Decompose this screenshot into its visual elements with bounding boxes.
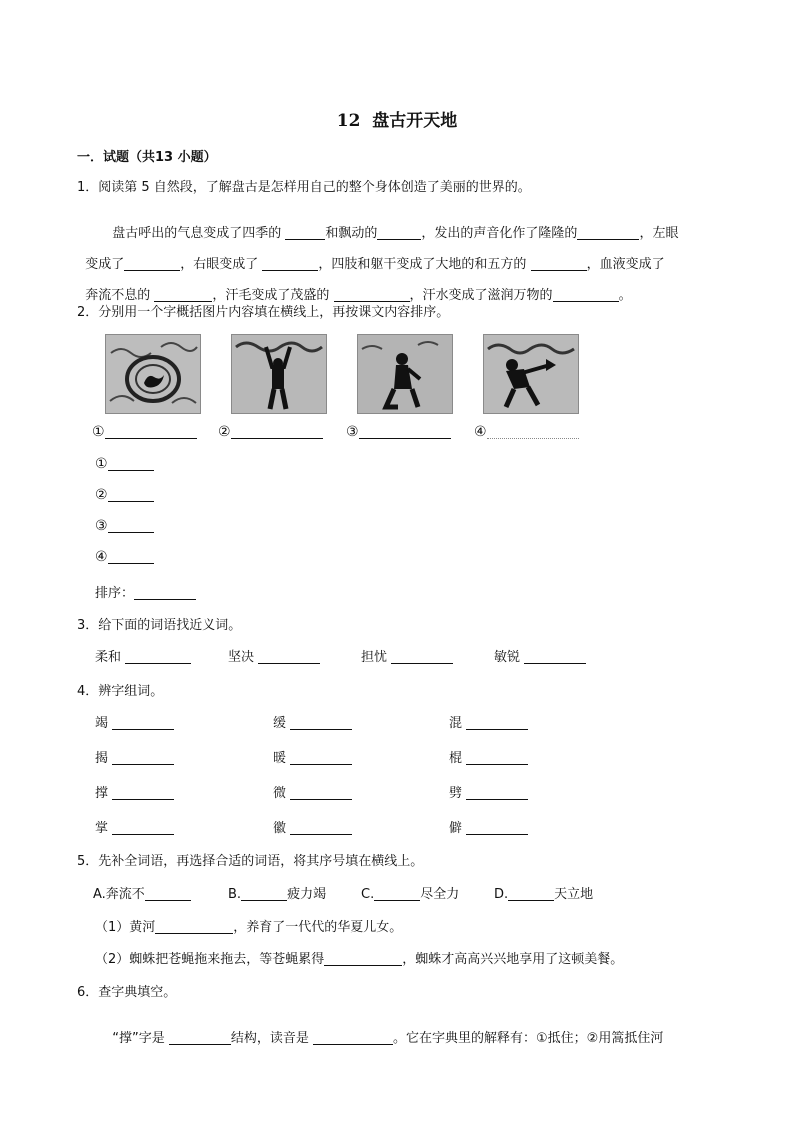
- q1-text: 盘古呼出的气息变成了四季的: [112, 226, 286, 241]
- synonym-word: 敏锐: [494, 650, 521, 665]
- sentence-text: ，养育了一代代的华夏儿女。: [233, 920, 403, 935]
- option-b: [228, 883, 326, 902]
- option-d: [494, 883, 593, 902]
- word-item: [95, 782, 174, 801]
- q1-text: 奔流不息的: [85, 288, 155, 303]
- picture-label-num: ③: [346, 424, 359, 440]
- char: 竭: [95, 716, 109, 731]
- q1-text: ，汗毛变成了茂盛的: [212, 288, 334, 303]
- answer-blank[interactable]: [524, 649, 586, 664]
- answer-item: [95, 518, 154, 534]
- char: 棍: [449, 751, 463, 766]
- word-item: [449, 817, 528, 836]
- q1-text: 变成了: [85, 257, 125, 272]
- answer-blank[interactable]: [108, 549, 154, 564]
- answer-blank[interactable]: [154, 287, 212, 302]
- q6-text: 结构，读音是: [230, 1031, 314, 1046]
- answer-blank[interactable]: [553, 287, 619, 302]
- picture-holding-sky: [231, 334, 327, 414]
- answer-blank[interactable]: [258, 649, 320, 664]
- word-item: [273, 712, 352, 731]
- char: 微: [273, 786, 287, 801]
- word-item: [449, 782, 528, 801]
- q1-text: 。: [618, 288, 632, 303]
- char: 掌: [95, 821, 109, 836]
- answer-blank[interactable]: [290, 820, 352, 835]
- page-title: 12 盘古开天地: [336, 111, 458, 131]
- q6-line1: [104, 1012, 663, 1046]
- synonym-item: [361, 646, 453, 665]
- order-line: [95, 582, 196, 601]
- answer-item-num: ④: [95, 549, 108, 565]
- picture-egg: [105, 334, 201, 414]
- option-text: 疲力竭: [287, 887, 327, 902]
- answer-item-num: ③: [95, 518, 108, 534]
- q5-sentence-2: [95, 948, 623, 967]
- option-text: D.: [494, 887, 509, 902]
- q1-text: 和飘动的: [325, 226, 378, 241]
- answer-item-num: ②: [95, 487, 108, 503]
- answer-blank[interactable]: [155, 919, 233, 934]
- answer-blank[interactable]: [231, 424, 323, 439]
- answer-blank[interactable]: [125, 649, 191, 664]
- word-item: [273, 817, 352, 836]
- word-item: [449, 747, 528, 766]
- char: 混: [449, 716, 463, 731]
- word-item: [95, 817, 174, 836]
- q6-text: “撑”字是: [112, 1031, 169, 1046]
- q1-line3: [77, 269, 632, 303]
- q4-stem: 4．辨字组词。: [77, 684, 164, 699]
- answer-blank[interactable]: [112, 820, 174, 835]
- q1-text: ，血液变成了: [586, 257, 665, 272]
- q1-text: ，汗水变成了滋润万物的: [409, 288, 553, 303]
- char: 缓: [273, 716, 287, 731]
- word-item: [449, 712, 528, 731]
- picture-label-num: ②: [218, 424, 231, 440]
- answer-blank[interactable]: [241, 886, 287, 901]
- answer-blank[interactable]: [169, 1030, 231, 1045]
- answer-blank[interactable]: [112, 750, 174, 765]
- sentence-text: （2）蜘蛛把苍蝇拖来拖去，等苍蝇累得: [95, 952, 325, 967]
- option-c: [361, 883, 459, 902]
- synonym-item: [494, 646, 586, 665]
- char: 僻: [449, 821, 463, 836]
- sentence-text: ，蜘蛛才高高兴兴地享用了这顿美餐。: [402, 952, 624, 967]
- q5-sentence-1: [95, 916, 402, 935]
- picture-label: [218, 424, 323, 440]
- q1-text: ，发出的声音化作了隆隆的: [421, 226, 578, 241]
- picture-label: [346, 424, 451, 440]
- picture-axe: [483, 334, 579, 414]
- answer-blank[interactable]: [105, 424, 197, 439]
- option-text: 尽全力: [420, 887, 460, 902]
- char: 劈: [449, 786, 463, 801]
- answer-blank[interactable]: [466, 785, 528, 800]
- word-item: [95, 712, 174, 731]
- q1-line1: [104, 207, 678, 241]
- answer-blank[interactable]: [313, 1030, 393, 1045]
- answer-blank[interactable]: [359, 424, 451, 439]
- q3-stem: 3．给下面的词语找近义词。: [77, 618, 242, 633]
- q5-stem: 5．先补全词语，再选择合适的词语，将其序号填在横线上。: [77, 854, 424, 869]
- answer-blank[interactable]: [391, 649, 453, 664]
- answer-blank[interactable]: [334, 287, 410, 302]
- q1-stem: 1．阅读第 5 自然段，了解盘古是怎样用自己的整个身体创造了美丽的世界的。: [77, 180, 531, 195]
- answer-blank[interactable]: [134, 585, 196, 600]
- answer-blank[interactable]: [324, 951, 402, 966]
- picture-label-num: ④: [474, 424, 487, 440]
- answer-blank[interactable]: [374, 886, 420, 901]
- answer-item: [95, 487, 154, 503]
- option-a: [93, 883, 191, 902]
- q1-line2: [77, 238, 665, 272]
- picture-label: [474, 424, 579, 440]
- answer-blank[interactable]: [108, 518, 154, 533]
- synonym-item: [95, 646, 191, 665]
- q1-text: ，左眼: [639, 226, 679, 241]
- word-item: [273, 747, 352, 766]
- answer-blank[interactable]: [108, 456, 154, 471]
- picture-label: [92, 424, 197, 440]
- answer-item: [95, 549, 154, 565]
- q6-stem: 6．查字典填空。: [77, 985, 177, 1000]
- answer-blank[interactable]: [290, 715, 352, 730]
- answer-blank[interactable]: [487, 424, 579, 439]
- option-text: A.奔流不: [93, 887, 145, 902]
- answer-item: [95, 456, 154, 472]
- option-text: 天立地: [554, 887, 594, 902]
- q2-stem: 2．分别用一个字概括图片内容填在横线上，再按课文内容排序。: [77, 305, 450, 320]
- answer-blank[interactable]: [145, 886, 191, 901]
- answer-blank[interactable]: [466, 820, 528, 835]
- char: 徽: [273, 821, 287, 836]
- option-text: B.: [228, 887, 242, 902]
- q1-text: ，右眼变成了: [180, 257, 263, 272]
- answer-blank[interactable]: [290, 785, 352, 800]
- synonym-item: [228, 646, 320, 665]
- answer-blank[interactable]: [290, 750, 352, 765]
- q1-text: ，四肢和躯干变成了大地的和五方的: [318, 257, 531, 272]
- answer-blank[interactable]: [508, 886, 554, 901]
- section-header: 一．试题（共13 小题）: [77, 150, 217, 165]
- synonym-word: 坚决: [228, 650, 255, 665]
- picture-label-num: ①: [92, 424, 105, 440]
- char: 撑: [95, 786, 109, 801]
- picture-kneeling: [357, 334, 453, 414]
- sentence-text: （1）黄河: [95, 920, 156, 935]
- answer-item-num: ①: [95, 456, 108, 472]
- char: 揭: [95, 751, 109, 766]
- q6-text: 。它在字典里的解释有：①抵住；②用篙抵住河: [393, 1031, 664, 1046]
- answer-blank[interactable]: [466, 750, 528, 765]
- word-item: [273, 782, 352, 801]
- answer-blank[interactable]: [466, 715, 528, 730]
- char: 暖: [273, 751, 287, 766]
- word-item: [95, 747, 174, 766]
- synonym-word: 担忧: [361, 650, 388, 665]
- option-text: C.: [361, 887, 375, 902]
- answer-blank[interactable]: [112, 785, 174, 800]
- order-label: 排序：: [95, 586, 135, 601]
- answer-blank[interactable]: [112, 715, 174, 730]
- answer-blank[interactable]: [108, 487, 154, 502]
- synonym-word: 柔和: [95, 650, 122, 665]
